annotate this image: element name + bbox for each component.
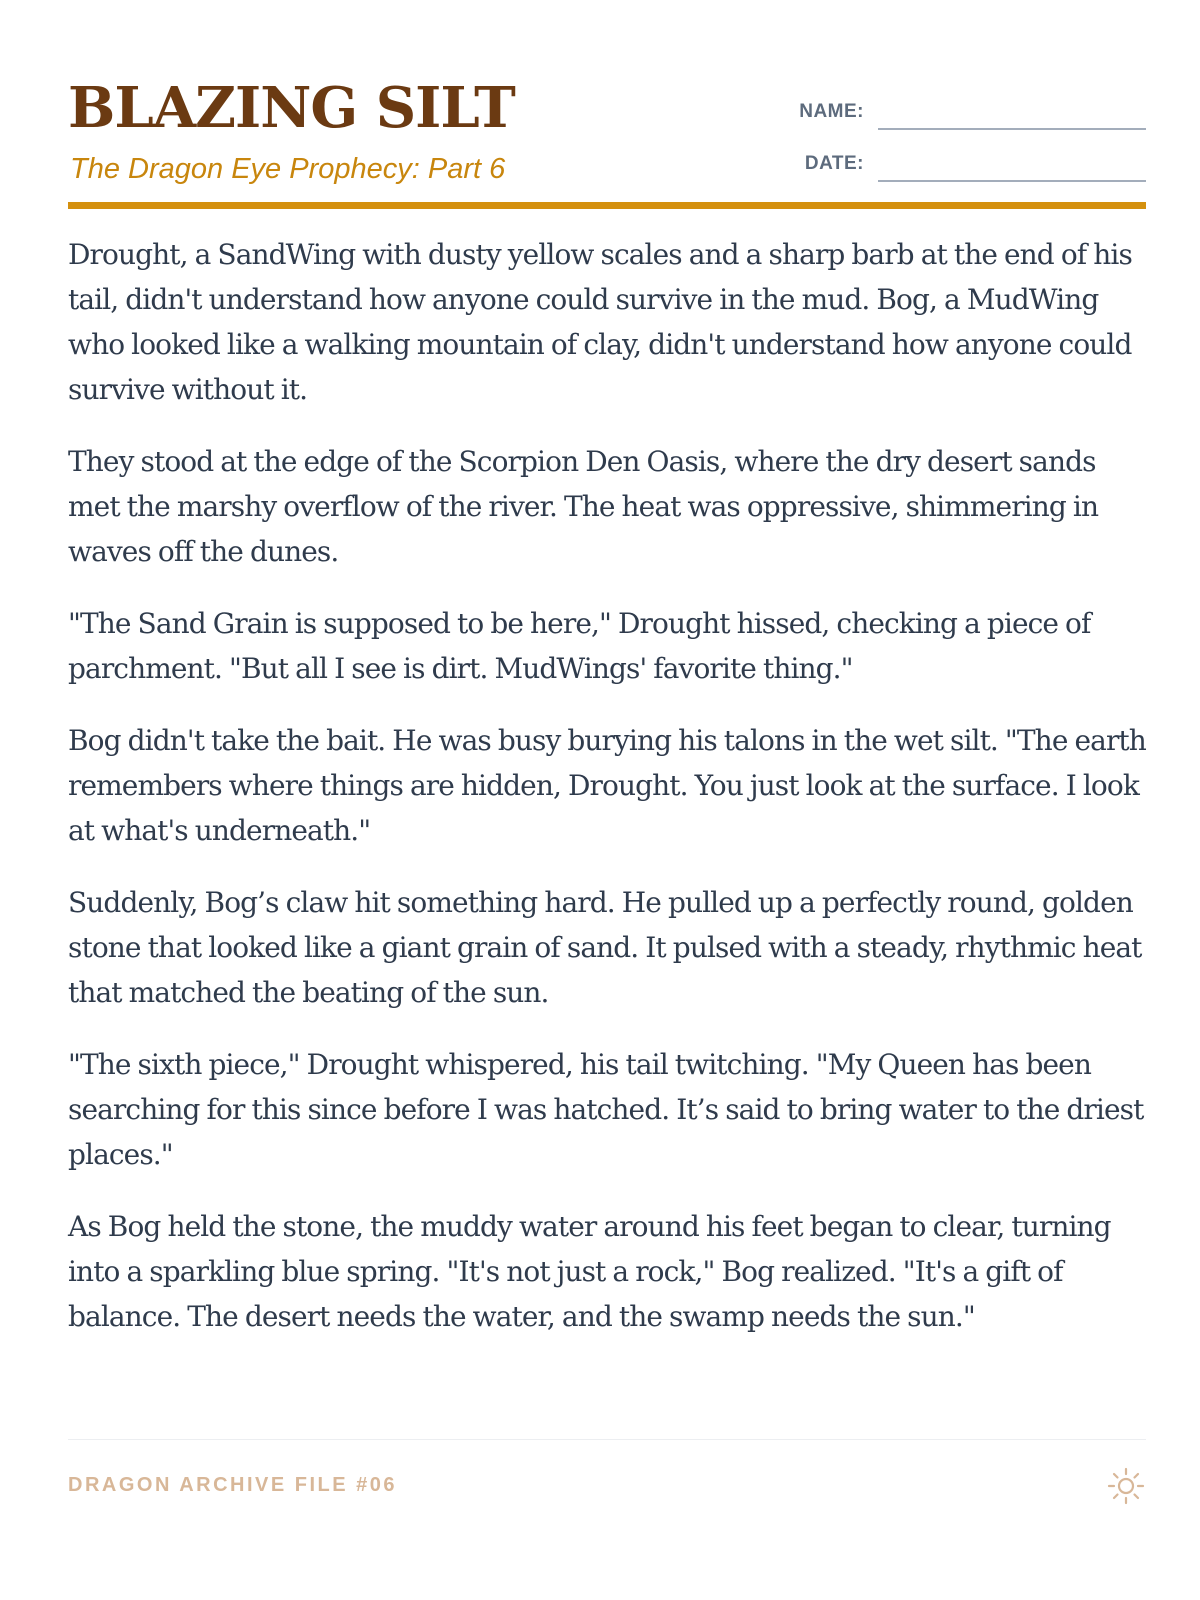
- date-line[interactable]: [878, 180, 1146, 182]
- footer-label: DRAGON ARCHIVE FILE #06: [68, 1474, 398, 1496]
- name-label: NAME:: [799, 101, 864, 122]
- date-label: DATE:: [804, 153, 864, 174]
- sun-icon: [1106, 1466, 1146, 1506]
- story-paragraph: They stood at the edge of the Scorpion Den Oasis, where the dry desert sands met the marshy overflow of the river. The heat was oppressive, shimmering in waves off the dunes.: [68, 445, 1099, 568]
- story-text: [68, 232, 1146, 1366]
- story-paragraph: Drought, a SandWing with dusty yellow scales and a sharp barb at the end of his tail, didn't understand how anyone could survive in the mud. Bog, a MudWing who looked like a walking mountain of clay, didn't understand how anyone could survive without it.: [68, 238, 1132, 406]
- name-line[interactable]: [878, 128, 1146, 130]
- story-paragraph: "The Sand Grain is supposed to be here," Drought hissed, checking a piece of parchment. "But all I see is dirt. MudWings' favorite thing.": [68, 607, 1091, 685]
- page-title: BLAZING SILT: [68, 75, 515, 141]
- header-divider: [68, 202, 1146, 209]
- story-paragraph: Bog didn't take the bait. He was busy burying his talons in the wet silt. "The earth remembers where things are hidden, Drought. You just look at the surface. I look at what's underneath.": [68, 724, 1146, 847]
- worksheet-page: [68, 0, 1146, 1600]
- story-paragraph: "The sixth piece," Drought whispered, his tail twitching. "My Queen has been searching for this since before I was hatched. It’s said to bring water to the driest places.": [68, 1048, 1144, 1171]
- story-paragraph: As Bog held the stone, the muddy water around his feet began to clear, turning into a sparkling blue spring. "It's not just a rock," Bog realized. "It's a gift of balance. The desert needs the water, and the swamp needs the sun.": [68, 1210, 1111, 1333]
- date-field[interactable]: [786, 146, 1146, 186]
- worksheet-header: [68, 74, 1146, 214]
- page-subtitle: The Dragon Eye Prophecy: Part 6: [70, 153, 506, 185]
- story-paragraph: Suddenly, Bog’s claw hit something hard. He pulled up a perfectly round, golden stone that looked like a giant grain of sand. It pulsed with a steady, rhythmic heat that matched the beating of the sun.: [68, 886, 1142, 1009]
- name-field[interactable]: [786, 94, 1146, 134]
- footer-divider: [68, 1439, 1146, 1440]
